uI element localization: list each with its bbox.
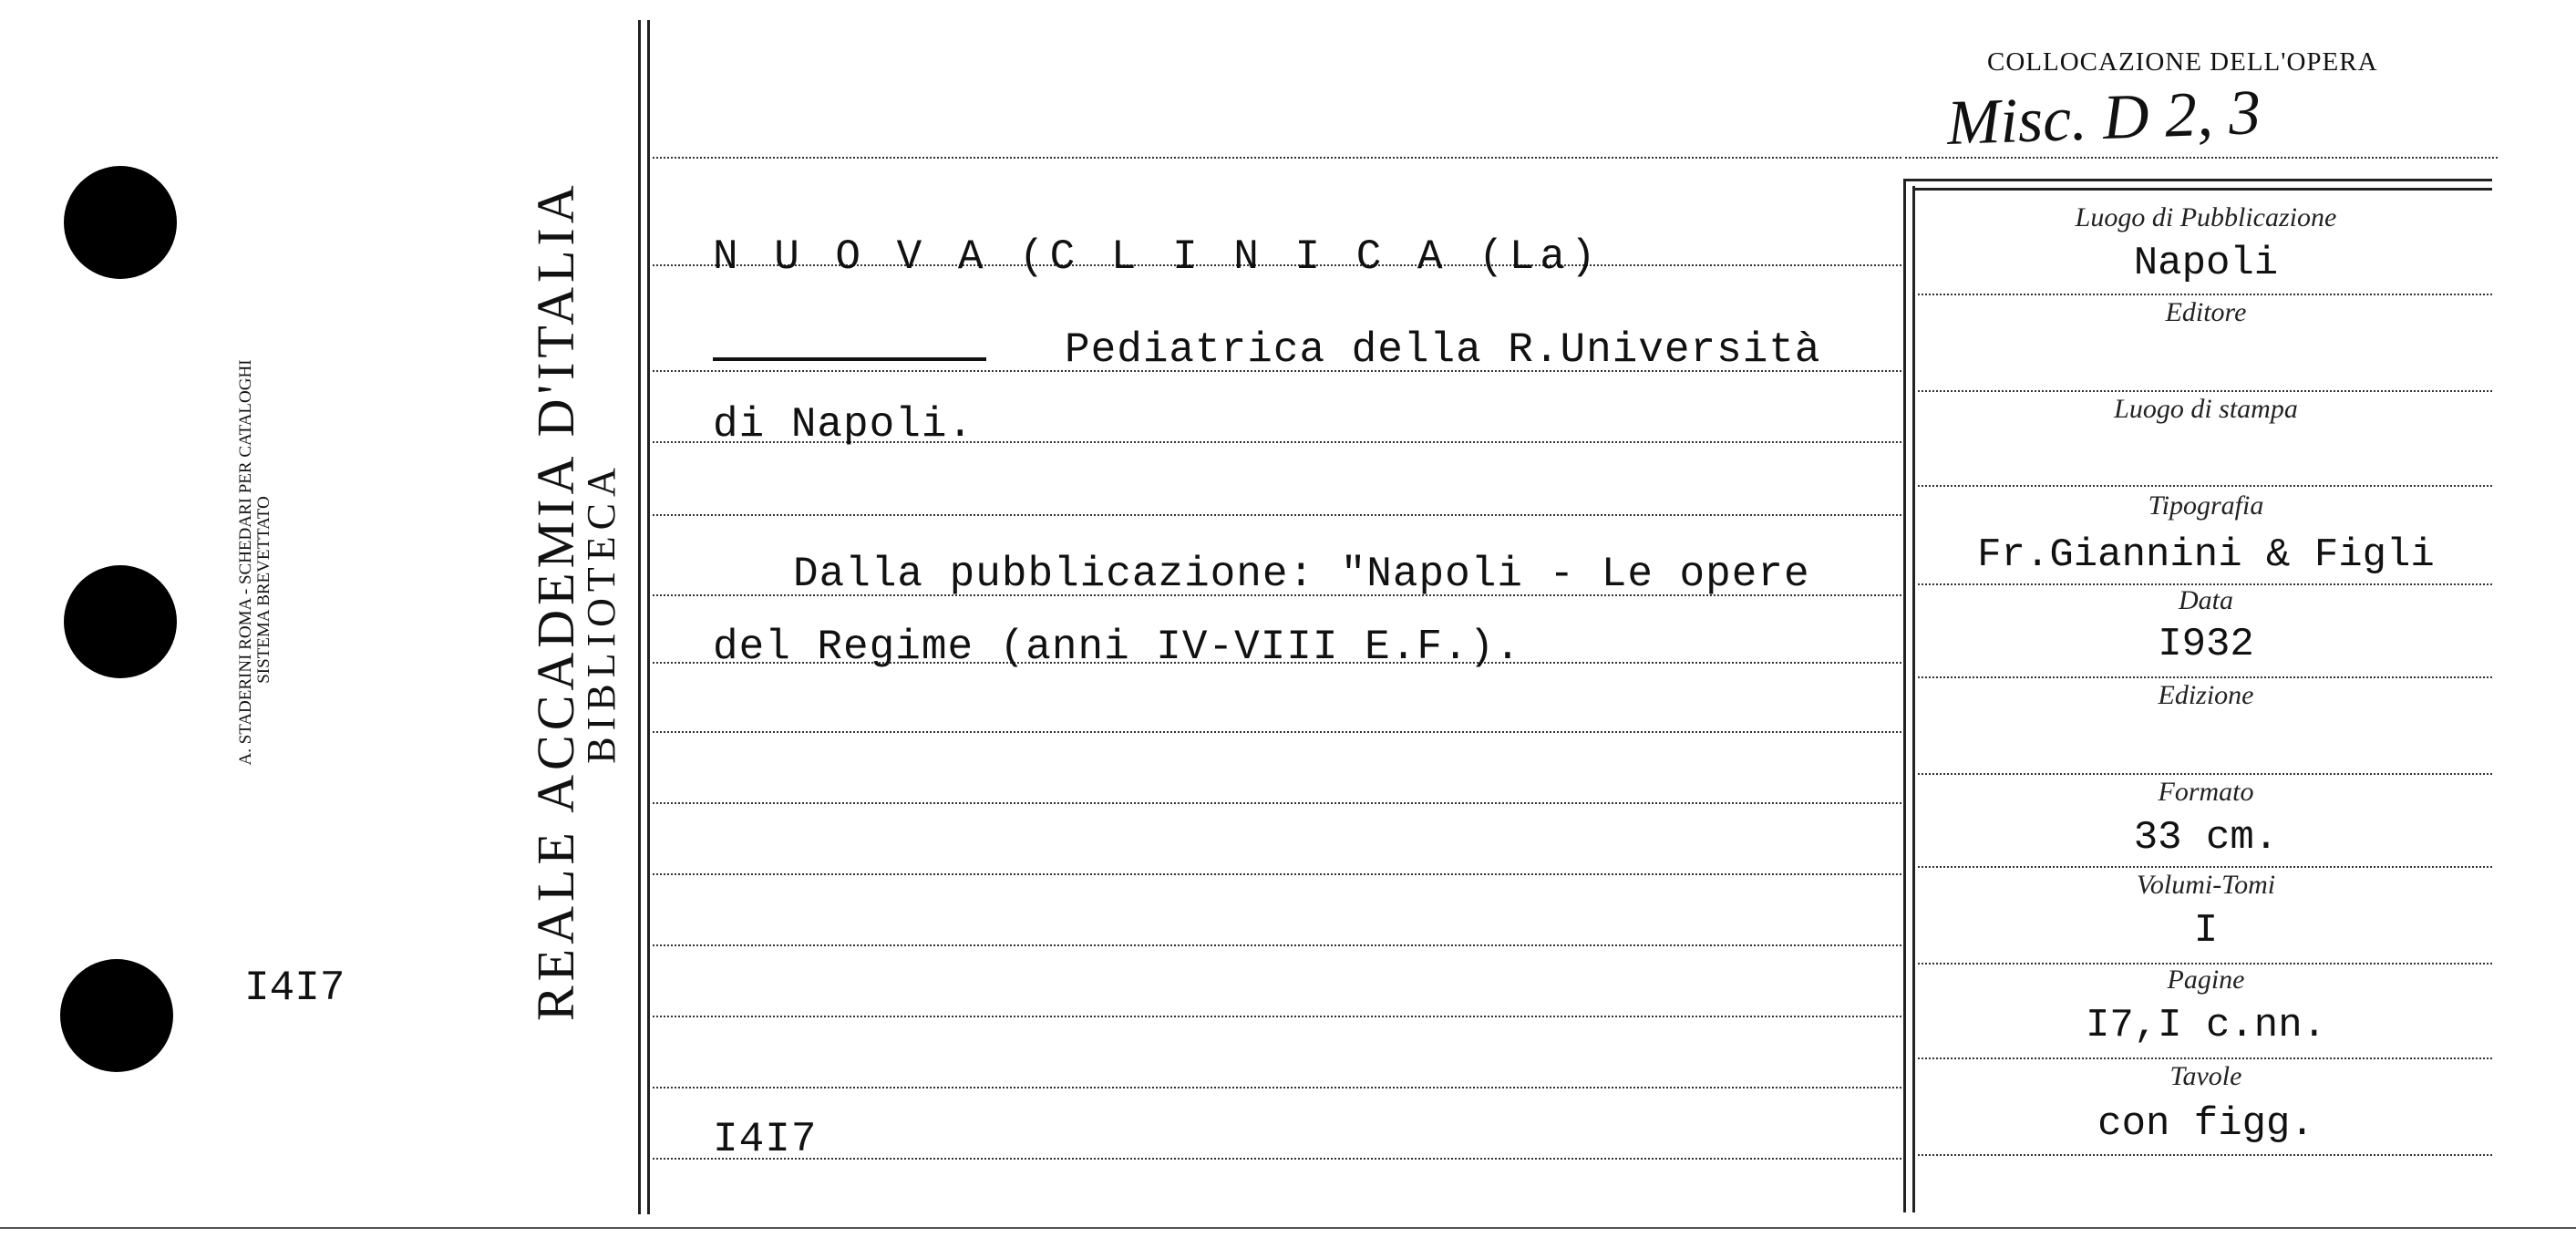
punch-hole-top <box>64 166 177 279</box>
field-rule <box>1918 676 2492 678</box>
field-label-pagine: Pagine <box>2167 965 2245 995</box>
field-rule <box>1918 485 2492 487</box>
field-label-luogo-stampa: Luogo di stampa <box>2114 394 2298 424</box>
punch-hole-middle <box>64 565 177 678</box>
panel-border-left-1 <box>1903 179 1906 1212</box>
field-label-tipografia: Tipografia <box>2148 490 2264 521</box>
main-rule <box>653 802 1901 804</box>
main-rule <box>653 873 1901 875</box>
main-rule <box>653 157 1901 159</box>
card-note-line1: Dalla pubblicazione: "Napoli - Le opere <box>793 551 1810 598</box>
card-subtitle-continued: di Napoli. <box>713 401 974 449</box>
main-rule <box>653 731 1901 733</box>
sidebar-card-number: I4I7 <box>244 965 345 1012</box>
punch-hole-bottom <box>60 959 173 1072</box>
field-label-tavole: Tavole <box>2169 1061 2242 1091</box>
field-label-luogo-pubblicazione: Luogo di Pubblicazione <box>2075 202 2337 232</box>
main-rule <box>653 944 1901 946</box>
institution-name: REALE ACCADEMIA D'ITALIA <box>526 181 585 1021</box>
field-value-data: I932 <box>2158 622 2254 667</box>
field-value-volumi-tomi: I <box>2193 908 2219 954</box>
field-rule <box>1918 294 2492 295</box>
field-value-tavole: con figg. <box>2097 1101 2314 1147</box>
card-note-line2: del Regime (anni IV-VIII E.F.). <box>713 624 1521 671</box>
field-label-editore: Editore <box>2165 297 2247 327</box>
shelfmark: Misc. D 2, 3 <box>1945 77 2262 159</box>
struck-out-text <box>713 357 986 361</box>
panel-border-top-2 <box>1912 188 2492 191</box>
main-rule <box>653 1016 1901 1017</box>
field-value-tipografia: Fr.Giannini & Figli <box>1977 532 2435 578</box>
printer-imprint-line2: SISTEMA BREVETTATO <box>254 496 273 684</box>
field-rule <box>1918 1057 2492 1059</box>
field-label-formato: Formato <box>2158 777 2254 807</box>
field-rule <box>1918 390 2492 392</box>
collocation-rule <box>1905 157 2498 159</box>
field-value-pagine: I7,I c.nn. <box>2085 1003 2327 1048</box>
field-value-formato: 33 cm. <box>2133 815 2279 861</box>
left-border-rule-2 <box>647 20 650 1214</box>
main-rule <box>653 1087 1901 1088</box>
field-label-data: Data <box>2179 585 2233 615</box>
card-footer-number: I4I7 <box>713 1116 818 1163</box>
card-subtitle: Pediatrica della R.Università <box>1065 326 1821 374</box>
field-label-volumi-tomi: Volumi-Tomi <box>2136 870 2276 900</box>
field-rule <box>1918 773 2492 775</box>
collocation-header: COLLOCAZIONE DELL'OPERA <box>1987 47 2378 77</box>
field-label-edizione: Edizione <box>2158 680 2254 710</box>
printer-imprint-line1: A. STADERINI ROMA - SCHEDARI PER CATALOGHI <box>236 359 255 766</box>
panel-border-top-1 <box>1903 179 2492 181</box>
card-bottom-edge <box>0 1227 2576 1229</box>
field-rule <box>1918 866 2492 868</box>
field-value-luogo-pubblicazione: Napoli <box>2133 241 2279 286</box>
field-rule <box>1918 1154 2492 1156</box>
library-name: BIBLIOTECA <box>579 461 623 764</box>
main-rule <box>653 1158 1901 1160</box>
left-border-rule-1 <box>638 20 641 1214</box>
main-rule <box>653 514 1901 516</box>
card-title: N U O V A (C L I N I C A (La) <box>713 233 1602 281</box>
